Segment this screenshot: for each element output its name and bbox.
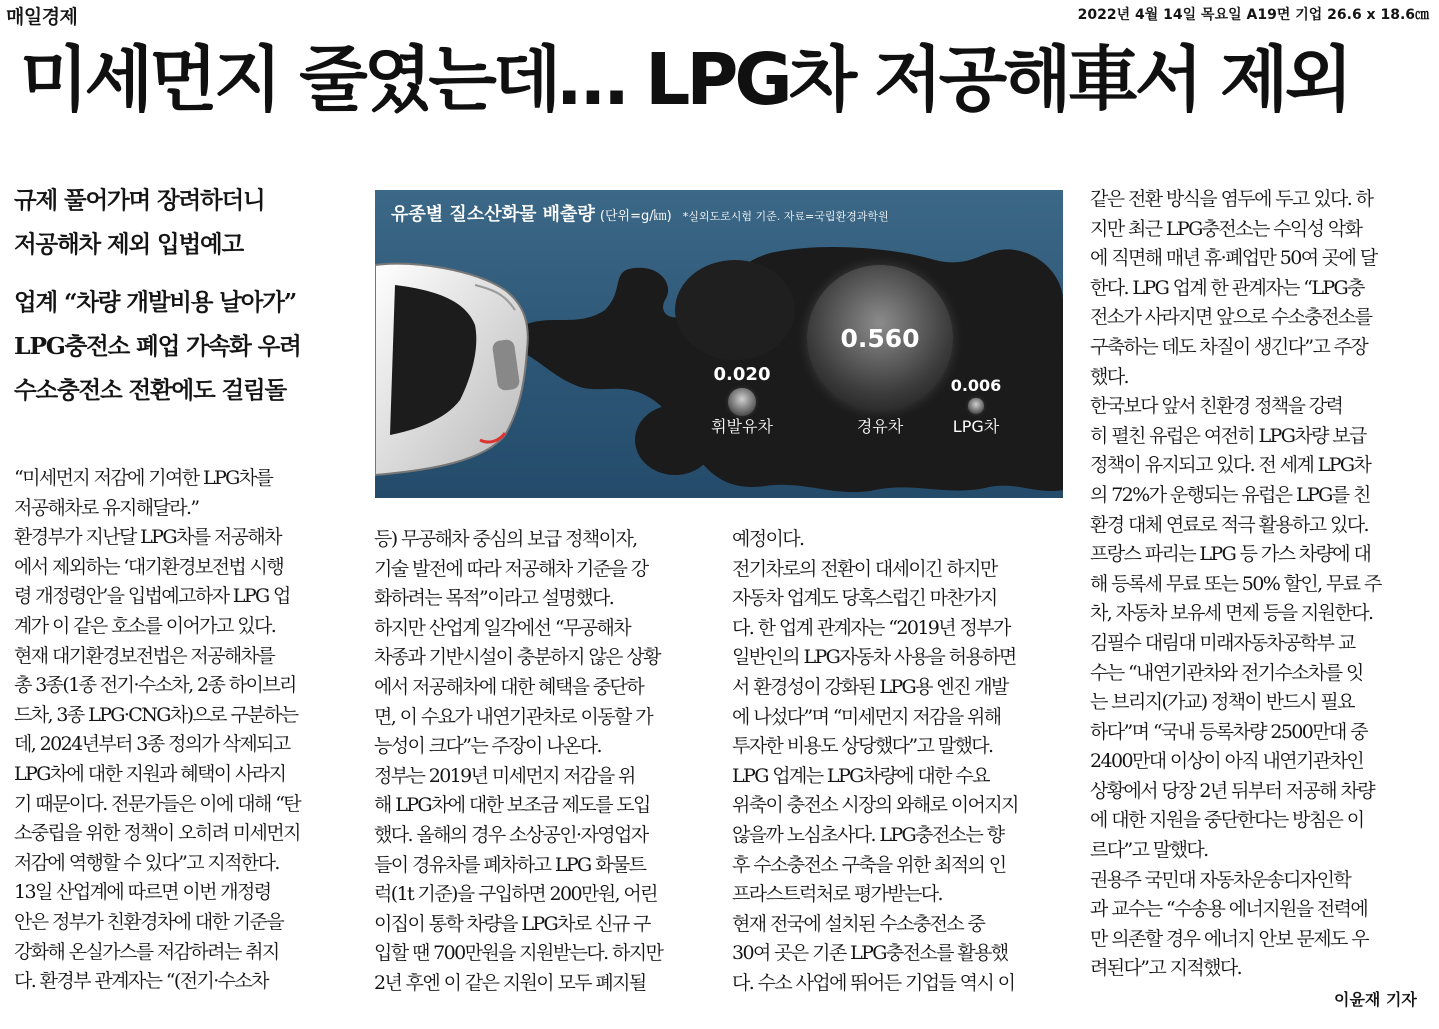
bubble-value-label: 0.006	[950, 376, 1002, 396]
article-line: 안은 정부가 친환경차에 대한 기준을	[14, 910, 284, 933]
article-line: 수는 “내연기관차와 전기수소차를 잇	[1090, 661, 1363, 684]
article-line: 하지만 산업계 일각에선 “무공해차	[374, 616, 630, 639]
article-line: 면, 이 수요가 내연기관차로 이동할 가	[374, 705, 652, 728]
article-line: 에 나섰다”며 “미세먼지 저감을 위해	[732, 705, 1001, 728]
article-column-4	[1090, 185, 1430, 984]
article-line: 했다. 올해의 경우 소상공인·자영업자	[374, 823, 648, 846]
article-line: 입할 땐 700만원을 지원받는다. 하지만	[374, 942, 663, 965]
infographic-title	[391, 200, 889, 226]
bubble-category-label: 휘발유차	[711, 417, 773, 436]
publication-dateline: 2022년 4월 14일 목요일 A19면 기업 26.6 x 18.6㎝	[1077, 7, 1429, 23]
article-column-2	[374, 525, 712, 999]
chart-unit: (단위=g/㎞)	[599, 209, 672, 224]
article-line: 한국보다 앞서 친환경 정책을 강력	[1090, 395, 1343, 418]
article-line: 저감에 역행할 수 있다”고 지적한다.	[14, 851, 279, 874]
article-line: 전기차로의 전환이 대세이긴 하지만	[732, 557, 997, 580]
article-line: 한다. LPG 업계 한 관계자는 “LPG충	[1090, 276, 1364, 299]
article-line: 려된다”고 지적했다.	[1090, 957, 1242, 980]
article-line: 전소가 사라지면 앞으로 수소충전소를	[1090, 306, 1372, 329]
article-line: LPG차에 대한 지원과 혜택이 사라지	[14, 762, 286, 785]
bubble-mark	[968, 398, 983, 413]
article-line: 예정이다.	[732, 528, 804, 550]
article-line: “미세먼지 저감에 기여한 LPG차를	[14, 467, 273, 489]
subheadline: 수소충전소 전환에도 걸림돌	[14, 376, 286, 404]
article-line: 정부는 2019년 미세먼지 저감을 위	[374, 764, 635, 787]
article-line: 프라스트럭처로 평가받는다.	[732, 883, 942, 906]
article-line: 의 72%가 운행되는 유럽은 LPG를 친	[1090, 483, 1370, 506]
subheadline-block	[14, 178, 364, 426]
newspaper-masthead: 매일경제	[6, 6, 78, 28]
article-line: 기 때문이다. 전문가들은 이에 대해 “탄	[14, 792, 301, 815]
chart-source-note: *실외도로시험 기준. 자료=국립환경과학원	[682, 210, 889, 223]
bubble-value-label: 0.020	[713, 364, 771, 386]
article-line: 차, 자동차 보유세 면제 등을 지원한다.	[1090, 602, 1373, 625]
article-line: 들이 경유차를 폐차하고 LPG 화물트	[374, 853, 646, 876]
smoke-cloud	[515, 247, 1063, 492]
article-line: 등) 무공해차 중심의 보급 정책이자,	[374, 528, 637, 550]
article-line: 다. 한 업계 관계자는 “2019년 정부가	[732, 616, 1010, 639]
car-illustration	[375, 264, 528, 475]
article-line: 하다”며 “국내 등록차량 2500만대 중	[1090, 720, 1367, 743]
article-line: 일반인의 LPG자동차 사용을 허용하면	[732, 646, 1016, 669]
subheadline: LPG충전소 폐업 가속화 우려	[14, 332, 301, 360]
bubble-value-label: 0.560	[840, 324, 920, 353]
article-line: 령 개정령안’을 입법예고하자 LPG 업	[14, 585, 290, 608]
article-line: 다. 수소 사업에 뛰어든 기업들 역시 이	[732, 971, 1015, 994]
article-line: 현재 대기환경보전법은 저공해차를	[14, 644, 275, 667]
article-line: 르다”고 말했다.	[1090, 839, 1208, 862]
article-line: 했다.	[1090, 365, 1128, 388]
article-line: 이집이 통학 차량을 LPG차로 신규 구	[374, 912, 650, 935]
article-line: 드차, 3종 LPG·CNG차)으로 구분하는	[14, 703, 298, 726]
article-line: 2년 후엔 이 같은 지원이 모두 폐지될	[374, 971, 646, 994]
article-line: 화하려는 목적”이라고 설명했다.	[374, 587, 614, 610]
article-line: 같은 전환 방식을 염두에 두고 있다. 하	[1090, 188, 1373, 210]
article-line: 히 펼친 유럽은 여전히 LPG차량 보급	[1090, 424, 1366, 447]
article-line: 지만 최근 LPG충전소는 수익성 악화	[1090, 217, 1362, 240]
subheadline: 저공해차 제외 입법예고	[14, 230, 243, 258]
bubble-mark	[728, 388, 756, 416]
subheadline-group	[14, 280, 364, 412]
article-line: 서 환경성이 강화된 LPG용 엔진 개발	[732, 675, 1008, 698]
article-line: 않을까 노심초사다. LPG충전소는 향	[732, 823, 1004, 846]
article-line: 현재 전국에 설치된 수소충전소 중	[732, 912, 985, 935]
reporter-byline: 이윤재 기자	[1334, 990, 1417, 1009]
article-line: 저공해차로 유지해달라.”	[14, 496, 199, 519]
article-line: 후 수소충전소 구축을 위한 최적의 인	[732, 853, 1006, 876]
article-line: 해 등록세 무료 또는 50% 할인, 무료 주	[1090, 572, 1381, 595]
article-line: 30여 곳은 기존 LPG충전소를 활용했	[732, 942, 1008, 965]
bubble-category-label: LPG차	[952, 417, 1000, 436]
article-line: 정책이 유지되고 있다. 전 세계 LPG차	[1090, 454, 1371, 477]
bubble-category-label: 경유차	[856, 417, 904, 436]
article-line: 환경 대체 연료로 적극 활용하고 있다.	[1090, 513, 1368, 536]
article-line: 환경부가 지난달 LPG차를 저공해차	[14, 526, 281, 549]
article-line: 상황에서 당장 2년 뒤부터 저공해 차량	[1090, 779, 1374, 802]
article-line: 소중립을 위한 정책이 오히려 미세먼지	[14, 822, 300, 845]
article-line: 에 대한 지원을 중단한다는 방침은 이	[1090, 809, 1364, 832]
article-line: 권용주 국민대 자동차운송디자인학	[1090, 868, 1351, 891]
chart-title: 유종별 질소산화물 배출량	[391, 204, 595, 225]
article-line: 구축하는 데도 차질이 생긴다”고 주장	[1090, 335, 1368, 358]
article-line: 럭(1t 기준)을 구입하면 200만원, 어린	[374, 883, 657, 906]
article-column-3	[732, 525, 1070, 999]
article-line: 차종과 기반시설이 충분하지 않은 상황	[374, 646, 660, 669]
article-line: 강화해 온실가스를 저감하려는 취지	[14, 940, 279, 963]
article-line: 에서 제외하는 ‘대기환경보전법 시행	[14, 555, 284, 578]
emissions-infographic	[375, 190, 1063, 498]
article-line: 김필수 대림대 미래자동차공학부 교	[1090, 631, 1355, 654]
article-line: 계가 이 같은 호소를 이어가고 있다.	[14, 614, 276, 637]
article-line: 데, 2024년부터 3종 정의가 삭제되고	[14, 733, 290, 756]
article-line: 에서 저공해차에 대한 혜택을 중단하	[374, 675, 644, 698]
article-line: 해 LPG차에 대한 보조금 제도를 도입	[374, 794, 650, 817]
article-line: 기술 발전에 따라 저공해차 기준을 강	[374, 557, 648, 580]
article-line: 총 3종(1종 전기·수소차, 2종 하이브리	[14, 674, 296, 697]
article-line: 프랑스 파리는 LPG 등 가스 차량에 대	[1090, 543, 1371, 566]
article-line: 자동차 업계도 당혹스럽긴 마찬가지	[732, 587, 997, 610]
article-line: 13일 산업계에 따르면 이번 개정령	[14, 881, 271, 904]
article-line: 에 직면해 매년 휴·폐업만 50여 곳에 달	[1090, 247, 1377, 270]
article-line: 능성이 크다”는 주장이 나온다.	[374, 735, 601, 758]
article-line: 위축이 충전소 시장의 와해로 이어지지	[732, 794, 1018, 817]
infographic-illustration	[375, 190, 1063, 498]
article-line: 다. 환경부 관계자는 “(전기·수소차	[14, 970, 268, 993]
article-line: 는 브리지(가교) 정책이 반드시 필요	[1090, 691, 1354, 714]
article-line: 투자한 비용도 상당했다”고 말했다.	[732, 735, 993, 758]
article-line: 만 의존할 경우 에너지 안보 문제도 우	[1090, 927, 1368, 950]
article-column-1	[14, 464, 354, 997]
subheadline: 업계 “차량 개발비용 날아가”	[14, 288, 297, 316]
article-headline: 미세먼지 줄였는데… LPG차 저공해車서 제외	[20, 38, 1350, 121]
subheadline-group	[14, 178, 364, 266]
subheadline: 규제 풀어가며 장려하더니	[14, 186, 265, 214]
article-line: LPG 업계는 LPG차량에 대한 수요	[732, 764, 989, 787]
article-line: 과 교수는 “수송용 에너지원을 전력에	[1090, 898, 1368, 921]
article-line: 2400만대 이상이 아직 내연기관차인	[1090, 750, 1364, 773]
